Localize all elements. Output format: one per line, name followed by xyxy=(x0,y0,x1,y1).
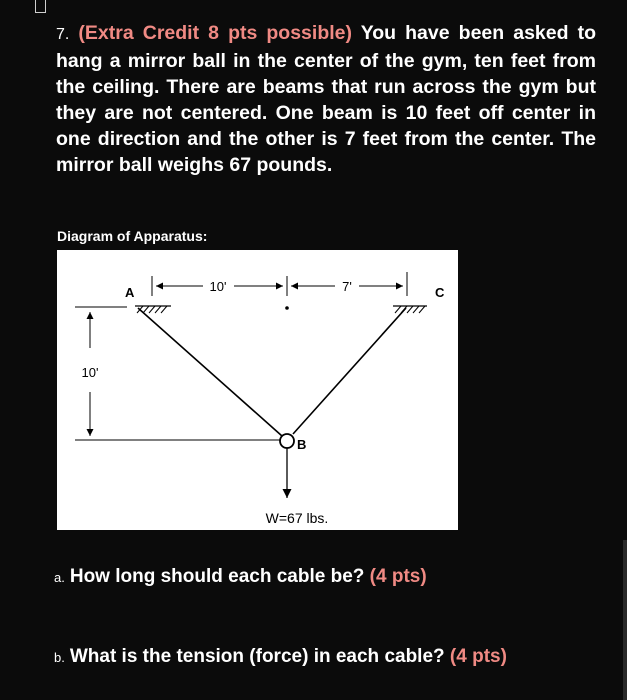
diagram-heading: Diagram of Apparatus: xyxy=(57,228,208,244)
question-body: You have been asked to hang a mirror ball in the center of the gym, ten feet from the ceiling. There are beams that run across the gym but they are not centered. One beam is 10 feet off center in one direction and the other is 7 feet from the center. The mirror ball weighs 67 pounds. xyxy=(56,22,596,176)
point-a-label: A xyxy=(125,285,135,300)
support-c xyxy=(393,285,445,313)
part-b-text: What is the tension (force) in each cable? xyxy=(69,646,445,667)
dimension-vertical-label: 10' xyxy=(81,365,99,380)
extra-credit-label: (Extra Credit 8 pts possible) xyxy=(78,22,352,44)
point-b-label: B xyxy=(297,437,307,452)
vertical-dimension xyxy=(82,312,99,436)
part-b xyxy=(54,646,507,668)
dimension-left-label: 10' xyxy=(209,279,227,294)
support-a xyxy=(125,285,171,313)
part-a-points: (4 pts) xyxy=(369,566,427,587)
part-a xyxy=(54,566,427,588)
scrollbar[interactable] xyxy=(623,540,627,700)
center-point xyxy=(285,306,289,310)
part-b-points: (4 pts) xyxy=(449,646,507,667)
dimension-right-label: 7' xyxy=(342,279,352,294)
weight-label: W=67 lbs. xyxy=(265,510,329,526)
part-a-text: How long should each cable be? xyxy=(69,566,365,587)
point-c-label: C xyxy=(435,285,445,300)
question-text xyxy=(56,20,596,178)
part-a-letter: a. xyxy=(54,570,65,585)
mirror-ball xyxy=(280,434,294,448)
cable-bc xyxy=(293,308,406,434)
part-b-letter: b. xyxy=(54,650,65,665)
checkbox[interactable] xyxy=(35,0,46,13)
cable-ab xyxy=(138,308,282,436)
question-number: 7. xyxy=(56,26,70,43)
top-dimension xyxy=(152,272,407,310)
apparatus-diagram xyxy=(57,250,458,530)
